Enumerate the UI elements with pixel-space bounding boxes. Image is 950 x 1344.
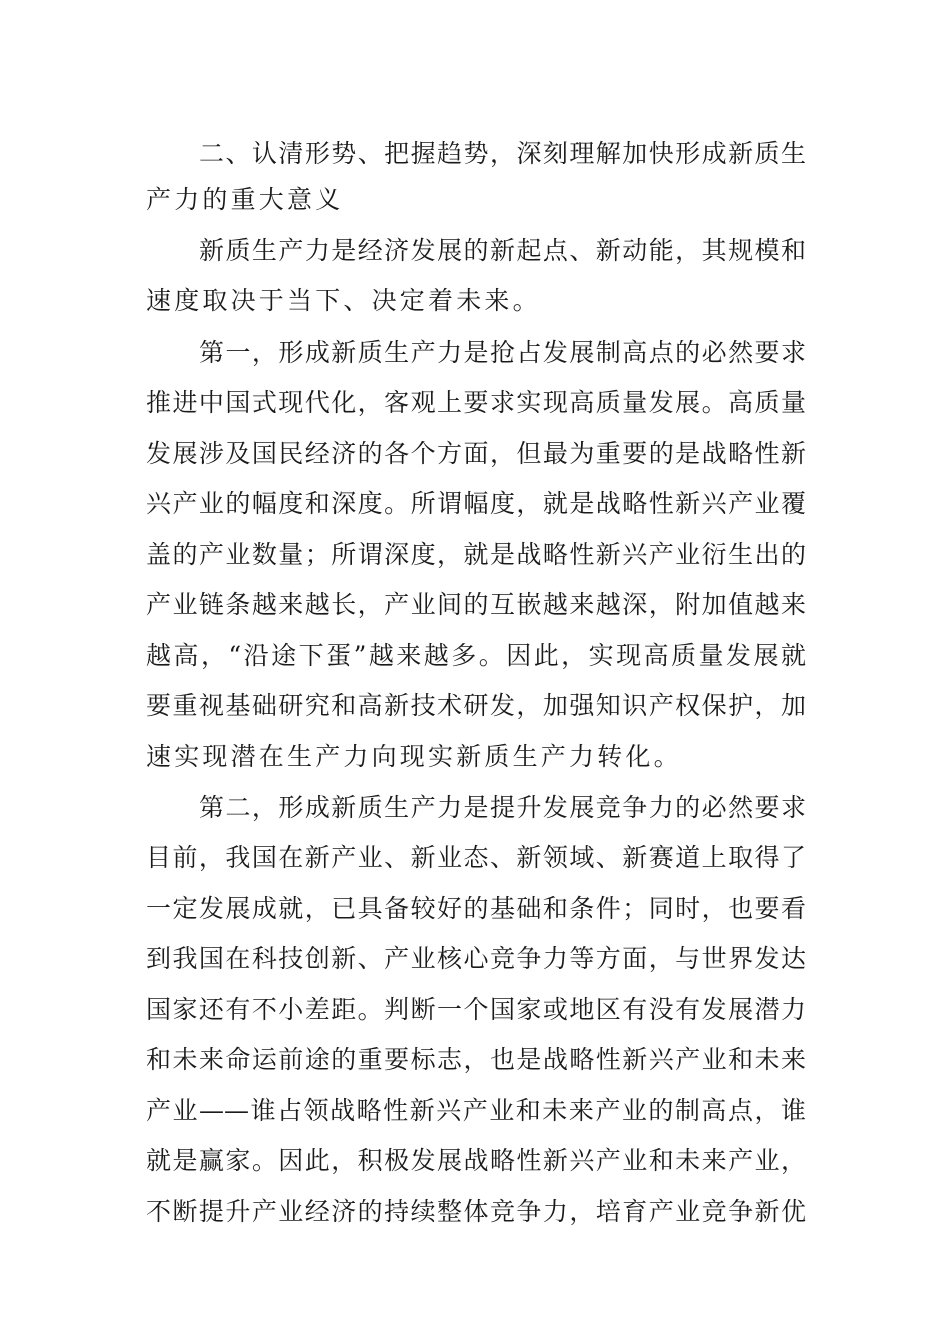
point-1-heading: 第一，形成新质生产力是抢占发展制高点的必然要求 (199, 338, 806, 367)
section-heading-line-2: 产力的重大意义 (146, 185, 344, 214)
paragraph-2-line-8: 速实现潜在生产力向现实新质生产力转化。 (146, 742, 682, 771)
paragraph-2-line-3: 兴产业的幅度和深度。所谓幅度，就是战略性新兴产业覆 (146, 489, 806, 518)
paragraph-2-line-2: 发展涉及国民经济的各个方面，但最为重要的是战略性新 (146, 439, 806, 468)
paragraph-2-line-1: 推进中国式现代化，客观上要求实现高质量发展。高质量 (146, 388, 806, 417)
paragraph-3-line-3: 到我国在科技创新、产业核心竞争力等方面，与世界发达 (146, 944, 806, 973)
paragraph-2-line-4: 盖的产业数量；所谓深度，就是战略性新兴产业衍生出的 (146, 540, 806, 569)
paragraph-2-line-6: 越高，“沿途下蛋”越来越多。因此，实现高质量发展就 (146, 641, 806, 670)
paragraph-1-line-2: 速度取决于当下、决定着未来。 (146, 286, 541, 315)
paragraph-3-line-7: 就是赢家。因此，积极发展战略性新兴产业和未来产业， (146, 1146, 806, 1175)
point-2-heading: 第二，形成新质生产力是提升发展竞争力的必然要求 (199, 793, 806, 822)
paragraph-2-line-7: 要重视基础研究和高新技术研发，加强知识产权保护，加 (146, 691, 806, 720)
paragraph-1-line-1: 新质生产力是经济发展的新起点、新动能，其规模和 (199, 236, 806, 265)
paragraph-3-line-1: 目前，我国在新产业、新业态、新领域、新赛道上取得了 (146, 843, 806, 872)
paragraph-3-line-6: 产业——谁占领战略性新兴产业和未来产业的制高点，谁 (146, 1096, 806, 1125)
paragraph-3-line-5: 和未来命运前途的重要标志，也是战略性新兴产业和未来 (146, 1045, 806, 1074)
paragraph-3-line-2: 一定发展成就，已具备较好的基础和条件；同时，也要看 (146, 894, 806, 923)
paragraph-3-line-8: 不断提升产业经济的持续整体竞争力，培育产业竞争新优 (146, 1197, 806, 1226)
paragraph-3-line-4: 国家还有不小差距。判断一个国家或地区有没有发展潜力 (146, 995, 806, 1024)
section-heading-line-1: 二、认清形势、把握趋势，深刻理解加快形成新质生 (199, 139, 806, 168)
paragraph-2-line-5: 产业链条越来越长，产业间的互嵌越来越深，附加值越来 (146, 590, 806, 619)
